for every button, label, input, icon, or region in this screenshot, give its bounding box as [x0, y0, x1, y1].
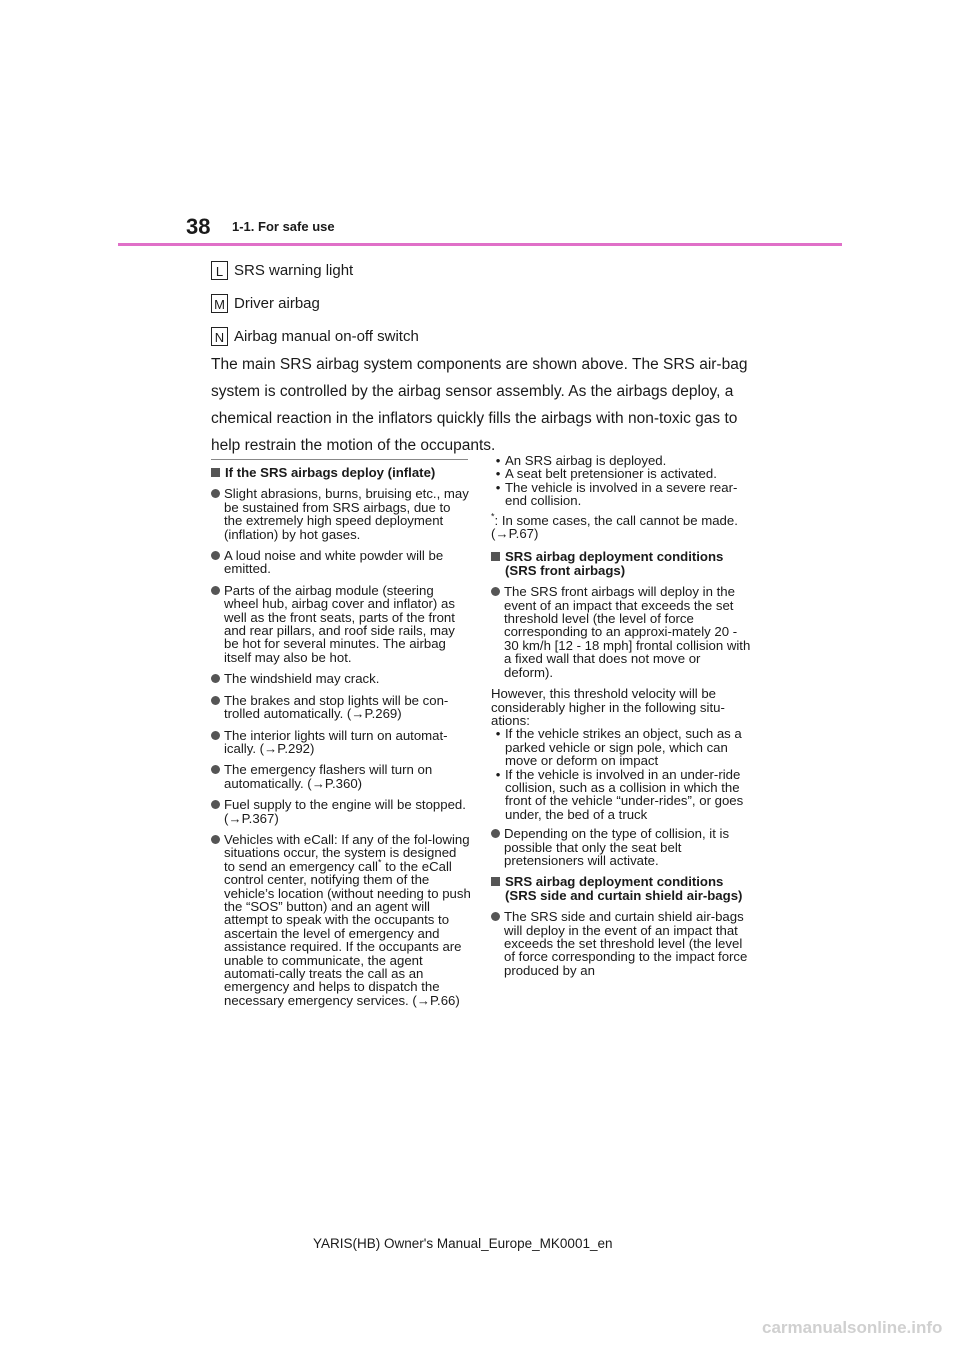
callout-key: M	[211, 294, 228, 313]
circle-bullet-icon	[211, 586, 220, 595]
watermark: carmanualsonline.info	[762, 1318, 943, 1337]
square-bullet-icon	[211, 468, 220, 477]
threshold-item: • If the vehicle strikes an object, such as a parked vehicle or sign pole, which can move or deform on impact	[495, 726, 742, 769]
circle-bullet-icon	[211, 674, 220, 683]
heading-airbags-deploy: If the SRS airbags deploy (inflate)	[211, 466, 471, 479]
circle-bullet-icon	[211, 765, 220, 774]
callout-label: Airbag manual on-off switch	[234, 328, 419, 345]
callout-key: N	[211, 327, 228, 346]
circle-bullet-icon	[211, 800, 220, 809]
list-item: Slight abrasions, burns, bruising etc., may be sustained from SRS airbags, due to the extremely high speed deployment (inflation) by hot gases.	[211, 487, 471, 541]
callout-label: SRS warning light	[234, 262, 354, 279]
list-item: Depending on the type of collision, it is possible that only the seat belt pretensioners will activate.	[491, 827, 753, 867]
list-item-ecall: Vehicles with eCall: If any of the fol-lowing situations occur, the system is designed to send an emergency call* to the eCall control center, notifying them of the vehicle’s location (without needing to push the “SOS” button) and an agent will attempt to speak with the occupants to ascertain the level of emergency and assistance required. If the occupants are unable to communicate, the agent automati-cally treats the call as an emergency and helps to dispatch the necessary emergency services. (→P.66)	[211, 833, 471, 1007]
page-footer: YARIS(HB) Owner's Manual_Europe_MK0001_en	[313, 1236, 613, 1251]
square-bullet-icon	[491, 877, 500, 886]
circle-bullet-icon	[491, 829, 500, 838]
intro-paragraph: The main SRS airbag system components are shown above. The SRS air-bag system is controlled by the airbag sensor assembly. As the airbags deploy, a chemical reaction in the inflators quickly fills the airbags with non-toxic gas to help restrain the motion of the occupants.	[211, 356, 748, 454]
page-number: 38	[186, 214, 211, 239]
list-item: The SRS side and curtain shield air-bags will deploy in the event of an impact that exceeds the set threshold level (the level of force corresponding to the impact force produced by an	[491, 910, 753, 977]
circle-bullet-icon	[211, 731, 220, 740]
section-title: 1-1. For safe use	[232, 219, 335, 234]
situation-item: • A seat belt pretensioner is activated.	[495, 466, 717, 482]
circle-bullet-icon	[211, 835, 220, 844]
header-rule	[118, 243, 842, 246]
list-item: The SRS front airbags will deploy in the event of an impact that exceeds the set threshold level (the level of force corresponding to an approxi-mately 20 - 30 km/h [12 - 18 mph] frontal collision with a fixed wall that does not move or deform).	[491, 585, 753, 679]
column-divider	[211, 459, 468, 460]
situation-item: • The vehicle is involved in a severe rear-end collision.	[495, 479, 738, 509]
footnote: *: In some cases, the call cannot be made. (→P.67)	[491, 511, 738, 542]
circle-bullet-icon	[211, 489, 220, 498]
list-item: The brakes and stop lights will be con-trolled automatically. (→P.269)	[211, 694, 471, 721]
circle-bullet-icon	[491, 912, 500, 921]
callout-airbag-switch	[211, 327, 419, 346]
list-item: The windshield may crack.	[211, 672, 471, 685]
callout-driver-airbag	[211, 294, 320, 313]
callout-key: L	[211, 261, 228, 280]
circle-bullet-icon	[211, 696, 220, 705]
circle-bullet-icon	[491, 587, 500, 596]
left-column	[211, 466, 471, 1015]
threshold-item: • If the vehicle is involved in an under-ride collision, such as a collision in which the front of the vehicle “under-rides”, or goes under, the bed of a truck	[495, 766, 744, 822]
list-item: Parts of the airbag module (steering wheel hub, airbag cover and inflator) as well as the front seats, parts of the front and rear pillars, and roof side rails, may be hot for several minutes. The airbag itself may also be hot.	[211, 584, 471, 664]
square-bullet-icon	[491, 552, 500, 561]
circle-bullet-icon	[211, 551, 220, 560]
list-item: A loud noise and white powder will be emitted.	[211, 549, 471, 576]
callout-label: Driver airbag	[234, 295, 320, 312]
situation-item: • An SRS airbag is deployed.	[495, 453, 667, 468]
right-column	[491, 454, 753, 985]
threshold-intro: However, this threshold velocity will be considerably higher in the following situ-ations:	[491, 686, 725, 728]
list-item: The interior lights will turn on automat-ically. (→P.292)	[211, 729, 471, 756]
list-item: Fuel supply to the engine will be stopped. (→P.367)	[211, 798, 471, 825]
list-item: The emergency flashers will turn on automatically. (→P.360)	[211, 763, 471, 790]
heading-side-curtain-airbags: SRS airbag deployment conditions (SRS side and curtain shield air-bags)	[491, 875, 753, 902]
heading-front-airbags: SRS airbag deployment conditions (SRS front airbags)	[491, 550, 753, 577]
callout-srs-warning-light	[211, 261, 353, 280]
